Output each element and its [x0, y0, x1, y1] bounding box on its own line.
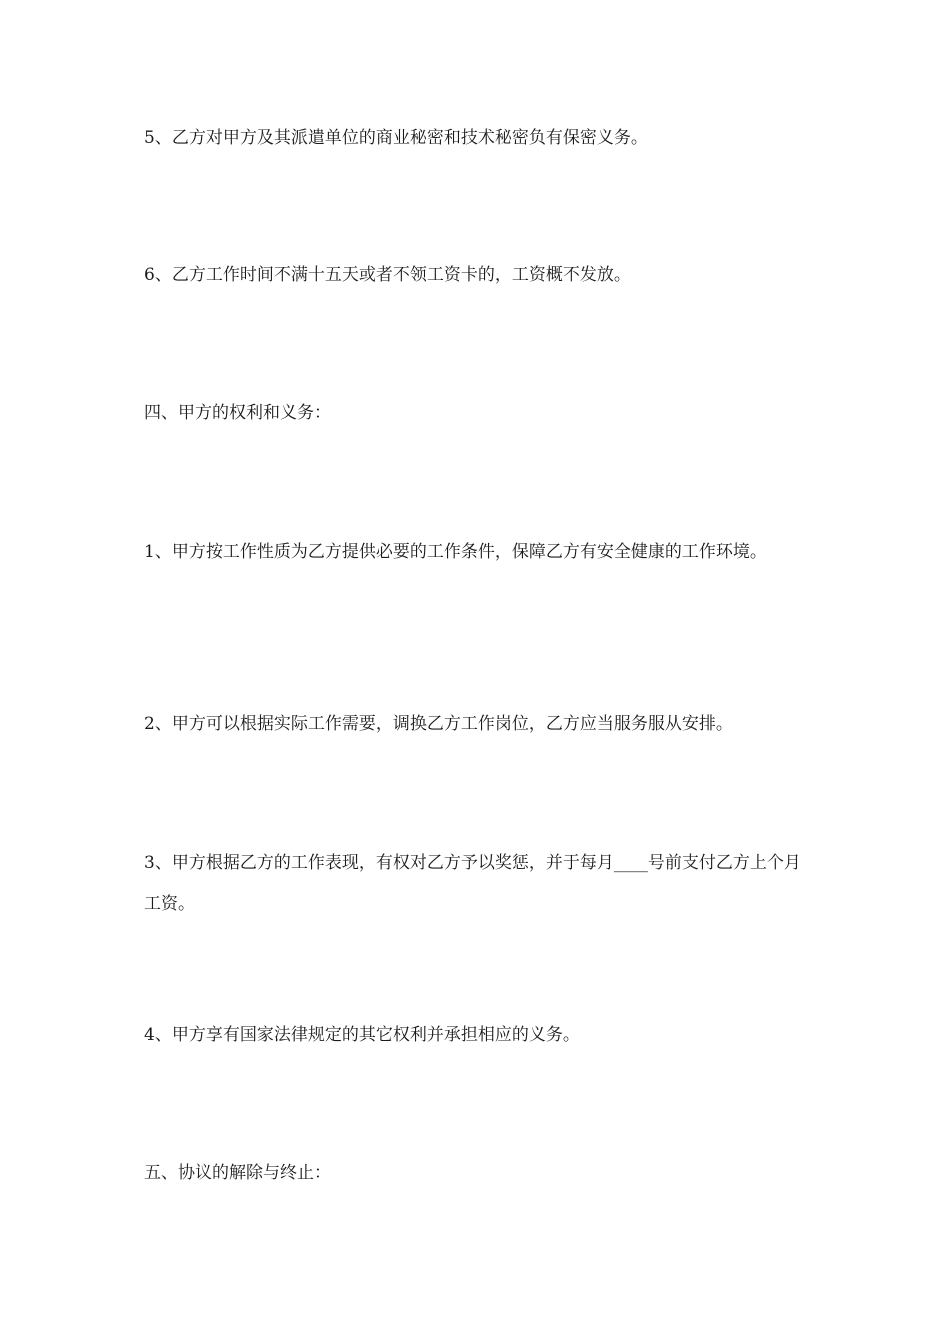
paragraph-clause-3-6: 6、乙方工作时间不满十五天或者不领工资卡的，工资概不发放。 [144, 265, 631, 285]
section-heading-five: 五、协议的解除与终止： [144, 1163, 331, 1183]
paragraph-clause-3-5: 5、乙方对甲方及其派遣单位的商业秘密和技术秘密负有保密义务。 [144, 128, 648, 148]
paragraph-clause-4-3: 3、甲方根据乙方的工作表现，有权对乙方予以奖惩，并于每月____号前支付乙方上个月工资。 [144, 853, 801, 914]
section-heading-four: 四、甲方的权利和义务： [144, 403, 331, 423]
paragraph-clause-4-1: 1、甲方按工作性质为乙方提供必要的工作条件，保障乙方有安全健康的工作环境。 [144, 542, 767, 562]
paragraph-clause-4-2: 2、甲方可以根据实际工作需要，调换乙方工作岗位，乙方应当服务服从安排。 [144, 714, 733, 734]
paragraph-clause-4-4: 4、甲方享有国家法律规定的其它权利并承担相应的义务。 [144, 1025, 580, 1045]
